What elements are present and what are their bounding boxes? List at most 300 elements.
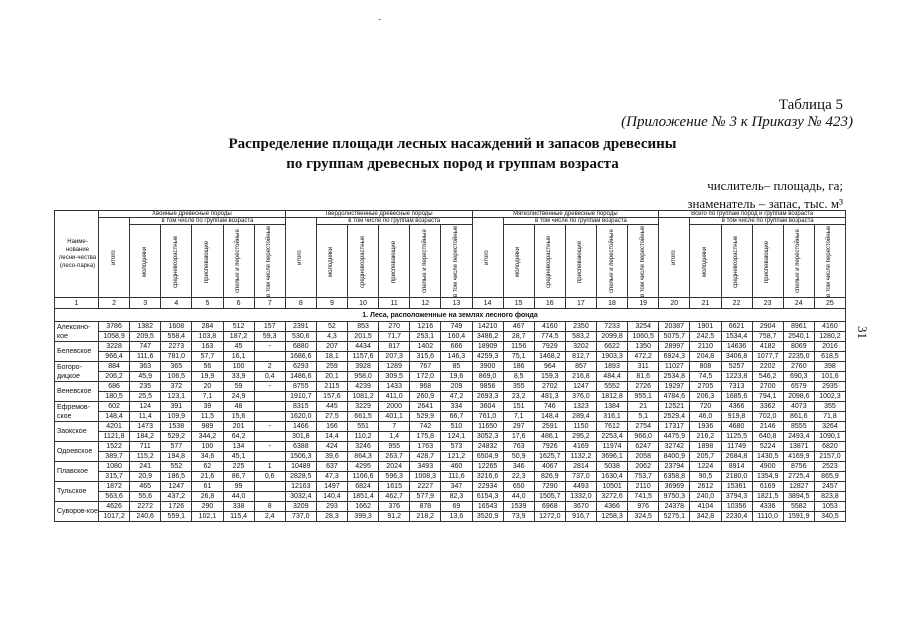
- stock-cell: 864,3: [348, 452, 379, 462]
- area-cell: 6169: [752, 482, 783, 492]
- stock-cell: 966,4: [99, 352, 130, 362]
- stock-cell: 2157,0: [814, 452, 845, 462]
- stock-cell: 47,2: [441, 392, 472, 402]
- area-cell: 857: [565, 362, 596, 372]
- stock-cell: 123,1: [161, 392, 192, 402]
- area-cell: 8069: [783, 342, 814, 352]
- area-cell: 2110: [628, 482, 659, 492]
- area-cell: 3228: [99, 342, 130, 352]
- area-cell: 1522: [99, 442, 130, 452]
- stock-cell: 966,0: [628, 432, 659, 442]
- stock-cell: 9750,3: [659, 492, 690, 502]
- col-header-age: молодняки: [690, 225, 721, 298]
- area-cell: 4067: [534, 462, 565, 472]
- area-cell: 2146: [752, 422, 783, 432]
- area-cell: [254, 482, 285, 492]
- stock-cell: 111,6: [441, 472, 472, 482]
- stock-cell: 1223,8: [721, 372, 752, 382]
- stock-cell: 0,4: [254, 372, 285, 382]
- stock-cell: 618,5: [814, 352, 845, 362]
- area-cell: 767: [410, 362, 441, 372]
- stock-cell: 186,5: [161, 472, 192, 482]
- area-cell: 1538: [161, 422, 192, 432]
- stock-cell: 315,6: [410, 352, 441, 362]
- area-cell: 2726: [628, 382, 659, 392]
- stock-cell: 761,0: [472, 412, 503, 422]
- stock-cell: [254, 432, 285, 442]
- area-cell: 460: [441, 462, 472, 472]
- area-cell: 56: [192, 362, 223, 372]
- column-index-cell: 6: [223, 298, 254, 309]
- stock-cell: 209,5: [130, 332, 161, 342]
- stock-cell: 115,2: [130, 452, 161, 462]
- area-cell: 1289: [379, 362, 410, 372]
- stock-cell: 28,7: [503, 332, 534, 342]
- area-cell: 235: [130, 382, 161, 392]
- title-line-1: Распределение площади лесных насаждений и запасов древесины: [228, 136, 677, 152]
- stock-cell: 44,0: [223, 492, 254, 502]
- forestry-name: Алексино-кое: [55, 322, 99, 342]
- stock-cell: 73,9: [503, 512, 534, 522]
- area-cell: 2705: [690, 382, 721, 392]
- area-cell: 12827: [783, 482, 814, 492]
- table-row: [55, 512, 846, 522]
- stock-cell: 4475,9: [659, 432, 690, 442]
- stock-cell: 1280,2: [814, 332, 845, 342]
- stock-cell: 316,1: [597, 412, 628, 422]
- stock-cell: 2540,1: [783, 332, 814, 342]
- stock-cell: 1110,0: [752, 512, 783, 522]
- col-header-age: молодняки: [316, 225, 347, 298]
- area-cell: 1384: [597, 402, 628, 412]
- age-group-subheader: в том числе по группам возраста: [316, 218, 472, 225]
- area-cell: 1433: [379, 382, 410, 392]
- stock-cell: 28,3: [316, 512, 347, 522]
- stock-cell: 1077,7: [752, 352, 783, 362]
- table-row: [55, 432, 846, 442]
- table-row: [55, 372, 846, 382]
- forestry-name: Белевское: [55, 342, 99, 362]
- table-row: [55, 352, 846, 362]
- area-cell: 6293: [285, 362, 316, 372]
- stock-cell: 340,5: [814, 512, 845, 522]
- stock-cell: 5,1: [628, 412, 659, 422]
- area-cell: 11974: [597, 442, 628, 452]
- stock-cell: 794,1: [752, 392, 783, 402]
- units-denominator: знаменатель – запас, тыс. м³: [687, 196, 843, 211]
- column-index-cell: 18: [597, 298, 628, 309]
- area-cell: 747: [130, 342, 161, 352]
- stock-cell: 1354,9: [752, 472, 783, 482]
- stock-cell: 1851,4: [348, 492, 379, 502]
- column-index-cell: 1: [55, 298, 99, 309]
- area-cell: 11027: [659, 362, 690, 372]
- area-cell: 8: [254, 502, 285, 512]
- area-cell: 2272: [130, 502, 161, 512]
- stock-cell: 640,8: [752, 432, 783, 442]
- stock-cell: 19,6: [441, 372, 472, 382]
- stock-cell: 861,6: [783, 412, 814, 422]
- stock-cell: 103,8: [192, 332, 223, 342]
- area-cell: 6388: [285, 442, 316, 452]
- area-cell: 14210: [472, 322, 503, 332]
- stock-cell: 596,3: [379, 472, 410, 482]
- area-cell: 11749: [721, 442, 752, 452]
- area-cell: 259: [316, 362, 347, 372]
- name-column-header: Наиме-нование лесни-чества (лесо-парка): [55, 211, 99, 298]
- stock-cell: 1430,5: [752, 452, 783, 462]
- area-cell: 151: [503, 402, 534, 412]
- area-cell: 577: [161, 442, 192, 452]
- stock-cell: 25,5: [130, 392, 161, 402]
- stock-cell: 101,6: [814, 372, 845, 382]
- area-cell: 4434: [348, 342, 379, 352]
- area-cell: 878: [410, 502, 441, 512]
- stock-cell: 1630,4: [597, 472, 628, 482]
- area-cell: 20387: [659, 322, 690, 332]
- area-cell: 817: [379, 342, 410, 352]
- stock-cell: 344,2: [192, 432, 223, 442]
- stock-cell: 4169,9: [783, 452, 814, 462]
- area-cell: 225: [223, 462, 254, 472]
- area-cell: 1382: [130, 322, 161, 332]
- stock-cell: 8400,9: [659, 452, 690, 462]
- area-cell: 52: [316, 322, 347, 332]
- table-row: [55, 442, 846, 452]
- area-cell: 311: [628, 362, 659, 372]
- stock-cell: 121,2: [441, 452, 472, 462]
- distribution-table: [54, 210, 846, 522]
- area-cell: 7313: [721, 382, 752, 392]
- section-row: [55, 309, 846, 322]
- area-cell: 1: [254, 462, 285, 472]
- area-cell: 372: [161, 382, 192, 392]
- stock-cell: 389,7: [99, 452, 130, 462]
- area-cell: 8756: [783, 462, 814, 472]
- area-cell: 5038: [597, 462, 628, 472]
- stock-cell: 399,3: [348, 512, 379, 522]
- column-index-cell: 8: [285, 298, 316, 309]
- stock-cell: 3052,3: [472, 432, 503, 442]
- stock-cell: 1008,3: [410, 472, 441, 482]
- area-cell: 1247: [565, 382, 596, 392]
- area-cell: 100: [192, 442, 223, 452]
- area-cell: 2024: [379, 462, 410, 472]
- area-cell: 1216: [410, 322, 441, 332]
- stock-cell: 2058: [628, 452, 659, 462]
- stock-cell: 661,5: [348, 412, 379, 422]
- stock-cell: 23,2: [503, 392, 534, 402]
- stock-cell: 253,1: [410, 332, 441, 342]
- stock-cell: 812,7: [565, 352, 596, 362]
- stock-cell: 194,8: [161, 452, 192, 462]
- area-cell: 1466: [285, 422, 316, 432]
- stock-cell: 1812,8: [597, 392, 628, 402]
- column-index-cell: 7: [254, 298, 285, 309]
- area-cell: 293: [316, 502, 347, 512]
- area-cell: 465: [130, 482, 161, 492]
- stock-cell: 1090,1: [814, 432, 845, 442]
- area-cell: 284: [192, 322, 223, 332]
- stock-cell: 753,7: [628, 472, 659, 482]
- area-cell: 2016: [814, 342, 845, 352]
- stock-cell: 71,8: [814, 412, 845, 422]
- area-cell: 36969: [659, 482, 690, 492]
- units-numerator: числитель– площадь, га;: [707, 178, 843, 193]
- area-cell: 18909: [472, 342, 503, 352]
- stock-cell: 17,6: [503, 432, 534, 442]
- area-cell: 2202: [752, 362, 783, 372]
- area-cell: 3264: [814, 422, 845, 432]
- area-cell: 7233: [597, 322, 628, 332]
- stock-cell: 559,1: [161, 512, 192, 522]
- stock-cell: 201,5: [348, 332, 379, 342]
- area-cell: 1150: [565, 422, 596, 432]
- stock-cell: 172,0: [410, 372, 441, 382]
- stock-cell: 309,5: [379, 372, 410, 382]
- area-cell: 749: [441, 322, 472, 332]
- area-cell: 6968: [534, 502, 565, 512]
- stock-cell: [254, 452, 285, 462]
- stock-cell: 1620,0: [285, 412, 316, 422]
- stock-cell: 1002,3: [814, 392, 845, 402]
- stock-cell: [254, 492, 285, 502]
- column-index-cell: 24: [783, 298, 814, 309]
- stock-cell: 1821,5: [752, 492, 783, 502]
- stock-cell: 2235,0: [783, 352, 814, 362]
- area-cell: 7929: [534, 342, 565, 352]
- table-row: [55, 392, 846, 402]
- stock-cell: 342,8: [690, 512, 721, 522]
- title-line-2: по группам древесных пород и группам возраста: [286, 156, 619, 172]
- stock-cell: 44,0: [503, 492, 534, 502]
- area-cell: 166: [316, 422, 347, 432]
- stock-cell: [254, 352, 285, 362]
- area-cell: 14636: [721, 342, 752, 352]
- column-index-cell: 10: [348, 298, 379, 309]
- area-cell: 3254: [628, 322, 659, 332]
- area-cell: 1898: [690, 442, 721, 452]
- stock-cell: 6358,8: [659, 472, 690, 482]
- area-cell: 334: [441, 402, 472, 412]
- column-index-cell: 25: [814, 298, 845, 309]
- area-cell: 6824: [348, 482, 379, 492]
- stock-cell: 27,5: [316, 412, 347, 422]
- stock-cell: 3794,3: [721, 492, 752, 502]
- area-cell: 2760: [783, 362, 814, 372]
- table-row: [55, 472, 846, 482]
- age-group-subheader: в том числе по группам возраста: [503, 218, 659, 225]
- area-cell: 4104: [690, 502, 721, 512]
- area-cell: 32742: [659, 442, 690, 452]
- area-cell: 4073: [783, 402, 814, 412]
- area-cell: 10356: [721, 502, 752, 512]
- area-cell: 2062: [628, 462, 659, 472]
- stock-cell: 205,7: [690, 452, 721, 462]
- col-header-age: спелые и перестойные: [223, 225, 254, 298]
- area-cell: 2814: [565, 462, 596, 472]
- area-cell: 347: [441, 482, 472, 492]
- stock-cell: 401,1: [379, 412, 410, 422]
- stock-cell: 3032,4: [285, 492, 316, 502]
- area-cell: 2612: [690, 482, 721, 492]
- area-cell: 4626: [99, 502, 130, 512]
- stock-cell: 1157,6: [348, 352, 379, 362]
- stock-cell: 106,5: [161, 372, 192, 382]
- area-cell: 8315: [285, 402, 316, 412]
- col-header-age: приспевающие: [565, 225, 596, 298]
- stock-cell: 529,2: [161, 432, 192, 442]
- group-header-softwood: Мягколиственные древесные породы: [472, 211, 659, 218]
- stock-cell: 157,6: [316, 392, 347, 402]
- table-row: [55, 502, 846, 512]
- area-cell: 3928: [348, 362, 379, 372]
- stock-cell: 34,6: [192, 452, 223, 462]
- area-cell: 1224: [690, 462, 721, 472]
- stock-cell: 6924,3: [659, 352, 690, 362]
- col-header-total: итого: [659, 218, 690, 298]
- area-cell: 720: [690, 402, 721, 412]
- area-cell: 2935: [814, 382, 845, 392]
- stock-cell: 206,2: [99, 372, 130, 382]
- column-index-cell: 9: [316, 298, 347, 309]
- area-cell: 391: [161, 402, 192, 412]
- column-index-cell: 14: [472, 298, 503, 309]
- area-cell: 4239: [348, 382, 379, 392]
- table-number: Таблица 5: [778, 97, 843, 113]
- area-cell: 2904: [752, 322, 783, 332]
- stock-cell: 7,1: [503, 412, 534, 422]
- area-cell: 573: [441, 442, 472, 452]
- table-row: [55, 492, 846, 502]
- table-row: [55, 322, 846, 332]
- stock-cell: 2180,0: [721, 472, 752, 482]
- area-cell: 6579: [783, 382, 814, 392]
- stock-cell: 24,9: [223, 392, 254, 402]
- page-number: 31: [855, 326, 870, 339]
- area-cell: -: [254, 382, 285, 392]
- area-cell: 201: [223, 422, 254, 432]
- col-header-age: спелые и перестойные: [410, 225, 441, 298]
- area-cell: 12265: [472, 462, 503, 472]
- stock-cell: 529,9: [410, 412, 441, 422]
- area-cell: 4900: [752, 462, 783, 472]
- area-cell: 13871: [783, 442, 814, 452]
- stock-cell: 289,4: [565, 412, 596, 422]
- forestry-name: Плавское: [55, 462, 99, 482]
- scan-mark: -: [378, 14, 382, 25]
- stock-cell: 146,3: [441, 352, 472, 362]
- area-cell: 209: [441, 382, 472, 392]
- stock-cell: 57,7: [192, 352, 223, 362]
- stock-cell: 240,0: [690, 492, 721, 502]
- table-row: [55, 462, 846, 472]
- column-index-cell: 5: [192, 298, 223, 309]
- stock-cell: 301,8: [285, 432, 316, 442]
- stock-cell: 184,2: [130, 432, 161, 442]
- stock-cell: 11,5: [192, 412, 223, 422]
- col-header-age: средневозрастные: [161, 225, 192, 298]
- column-index-cell: 13: [441, 298, 472, 309]
- group-header-total: Всего по группам пород и группам возраста: [659, 211, 846, 218]
- stock-cell: 82,3: [441, 492, 472, 502]
- stock-cell: 91,2: [379, 512, 410, 522]
- col-header-age: в том числе перестойные: [441, 225, 472, 298]
- forestry-name: Богоро-дицкое: [55, 362, 99, 382]
- area-cell: 989: [192, 422, 223, 432]
- age-group-subheader: в том числе по группам возраста: [130, 218, 286, 225]
- area-cell: 467: [503, 322, 534, 332]
- stock-cell: 1910,7: [285, 392, 316, 402]
- stock-cell: 919,8: [721, 412, 752, 422]
- stock-cell: 869,0: [472, 372, 503, 382]
- stock-cell: 115,4: [223, 512, 254, 522]
- area-cell: 1893: [597, 362, 628, 372]
- stock-cell: 2534,8: [659, 372, 690, 382]
- stock-cell: 1591,9: [783, 512, 814, 522]
- column-index-cell: 15: [503, 298, 534, 309]
- area-cell: 17317: [659, 422, 690, 432]
- area-cell: 1539: [503, 502, 534, 512]
- stock-cell: 2493,4: [783, 432, 814, 442]
- area-cell: 3209: [285, 502, 316, 512]
- stock-cell: 1486,6: [285, 372, 316, 382]
- area-cell: 4160: [534, 322, 565, 332]
- area-cell: 7926: [534, 442, 565, 452]
- stock-cell: 826,9: [534, 472, 565, 482]
- area-cell: 6622: [597, 342, 628, 352]
- area-cell: 1323: [565, 402, 596, 412]
- table-row: [55, 382, 846, 392]
- group-header-hardwood: Твердолиственные древесные породы: [285, 211, 472, 218]
- col-header-age: в том числе перестойные: [254, 225, 285, 298]
- area-cell: 512: [223, 322, 254, 332]
- area-cell: 16543: [472, 502, 503, 512]
- area-cell: 4201: [99, 422, 130, 432]
- area-cell: 4366: [597, 502, 628, 512]
- area-cell: 637: [316, 462, 347, 472]
- area-cell: 20: [192, 382, 223, 392]
- area-cell: 3670: [565, 502, 596, 512]
- stock-cell: 1903,3: [597, 352, 628, 362]
- stock-cell: 86,7: [223, 472, 254, 482]
- stock-cell: 3216,6: [472, 472, 503, 482]
- stock-cell: 159,3: [534, 372, 565, 382]
- area-cell: 1872: [99, 482, 130, 492]
- area-cell: 2: [254, 362, 285, 372]
- stock-cell: 376,0: [565, 392, 596, 402]
- stock-cell: 1060,5: [628, 332, 659, 342]
- col-header-age: средневозрастные: [534, 225, 565, 298]
- area-cell: 2110: [690, 342, 721, 352]
- stock-cell: 3272,6: [597, 492, 628, 502]
- area-cell: 355: [503, 382, 534, 392]
- area-cell: 11650: [472, 422, 503, 432]
- area-cell: 1473: [130, 422, 161, 432]
- area-cell: 8914: [721, 462, 752, 472]
- column-index-cell: 17: [565, 298, 596, 309]
- area-cell: 363: [130, 362, 161, 372]
- stock-cell: 15,6: [223, 412, 254, 422]
- area-cell: -: [254, 422, 285, 432]
- area-cell: 12521: [659, 402, 690, 412]
- stock-cell: 955,1: [628, 392, 659, 402]
- forestry-name: Веневское: [55, 382, 99, 402]
- col-header-age: в том числе перестойные: [628, 225, 659, 298]
- stock-cell: 39,6: [316, 452, 347, 462]
- stock-cell: 774,5: [534, 332, 565, 342]
- area-cell: 2700: [752, 382, 783, 392]
